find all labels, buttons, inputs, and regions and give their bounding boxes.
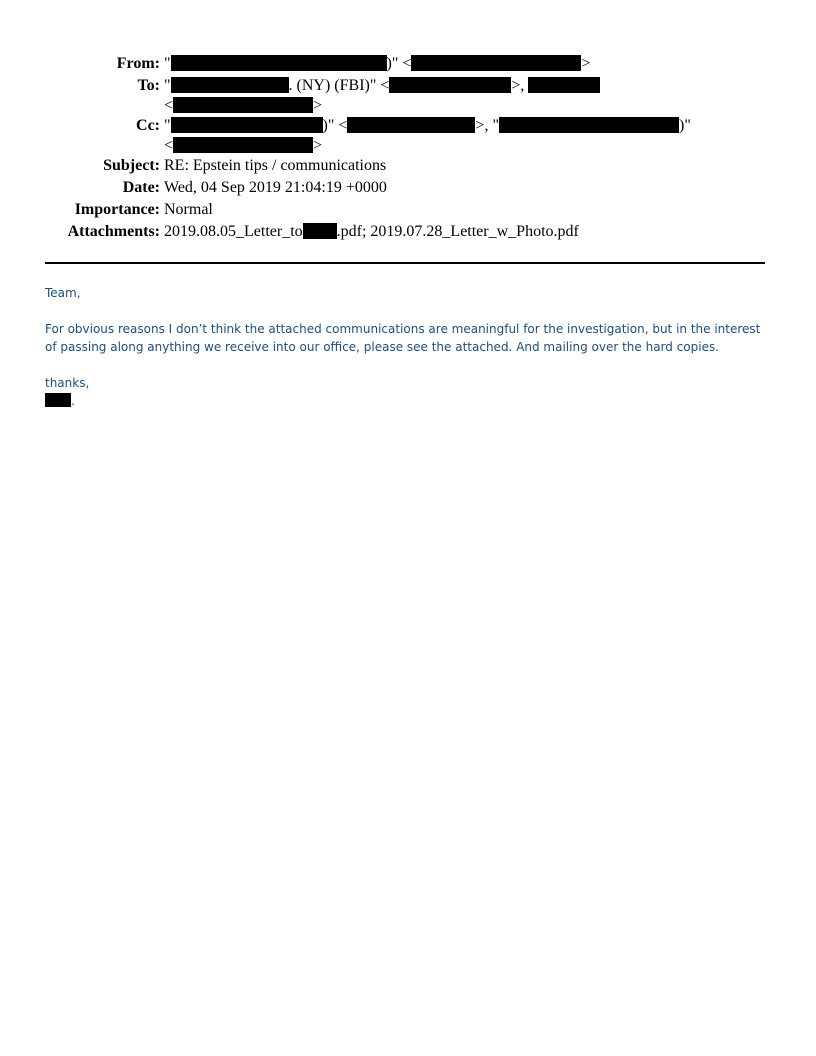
from-label: From: <box>116 55 160 72</box>
redaction-block <box>411 55 581 71</box>
redaction-block <box>173 137 313 153</box>
cc-close-quote: )" <box>678 117 691 134</box>
importance-value: Normal <box>164 201 213 218</box>
from-separator: )" < <box>386 55 412 72</box>
from-row <box>0 53 691 75</box>
redaction-block <box>528 77 600 93</box>
cc-open-bracket: < <box>164 137 174 154</box>
redaction-block <box>171 55 387 71</box>
to-close-bracket: > <box>313 97 323 114</box>
cc-quote: " <box>164 117 171 134</box>
date-value: Wed, 04 Sep 2019 21:04:19 +0000 <box>164 179 387 196</box>
attachments-label: Attachments: <box>67 223 160 240</box>
from-quote: " <box>164 55 171 72</box>
subject-value: RE: Epstein tips / communications <box>164 157 387 174</box>
cc-separator-2: >, " <box>475 117 499 134</box>
importance-row <box>0 199 691 221</box>
header-divider <box>45 262 765 264</box>
date-row <box>0 177 691 199</box>
date-label: Date: <box>122 179 160 196</box>
to-open-bracket: < <box>164 97 174 114</box>
redaction-block <box>499 117 679 133</box>
closing: thanks, <box>45 376 90 390</box>
redaction-block <box>171 77 289 93</box>
to-value <box>160 75 600 115</box>
redaction-block <box>45 393 71 407</box>
cc-separator: )" < <box>322 117 348 134</box>
redaction-block <box>389 77 511 93</box>
body-paragraph: For obvious reasons I don’t think the attached communications are meaningful for the investigation, but in the interest of passing along anything we receive into our office, please see the attached. And mailing over the hard copies. <box>45 322 761 354</box>
greeting: Team, <box>45 286 81 300</box>
signature <box>45 392 775 410</box>
attachment-name-rest: .pdf; 2019.07.28_Letter_w_Photo.pdf <box>336 223 579 240</box>
attachment-name-start: 2019.08.05_Letter_to <box>164 223 303 240</box>
from-value <box>160 53 590 75</box>
cc-label: Cc: <box>136 117 160 134</box>
importance-label: Importance: <box>74 201 160 218</box>
redaction-block <box>173 97 313 113</box>
email-body <box>45 284 775 410</box>
redaction-block <box>303 223 337 239</box>
attachments-row <box>0 221 691 243</box>
to-label: To: <box>137 77 160 94</box>
to-separator: . (NY) (FBI)" < <box>288 77 390 94</box>
email-header <box>0 53 691 243</box>
cc-close-bracket: > <box>313 137 323 154</box>
cc-value <box>160 115 691 155</box>
subject-label: Subject: <box>103 157 160 174</box>
signature-suffix: . <box>71 394 75 408</box>
to-row <box>0 75 691 115</box>
cc-row <box>0 115 691 155</box>
to-separator-2: >, <box>511 77 529 94</box>
attachments-value <box>160 221 579 243</box>
redaction-block <box>347 117 475 133</box>
to-quote: " <box>164 77 171 94</box>
from-close: > <box>581 55 591 72</box>
redaction-block <box>171 117 323 133</box>
subject-row <box>0 155 691 177</box>
